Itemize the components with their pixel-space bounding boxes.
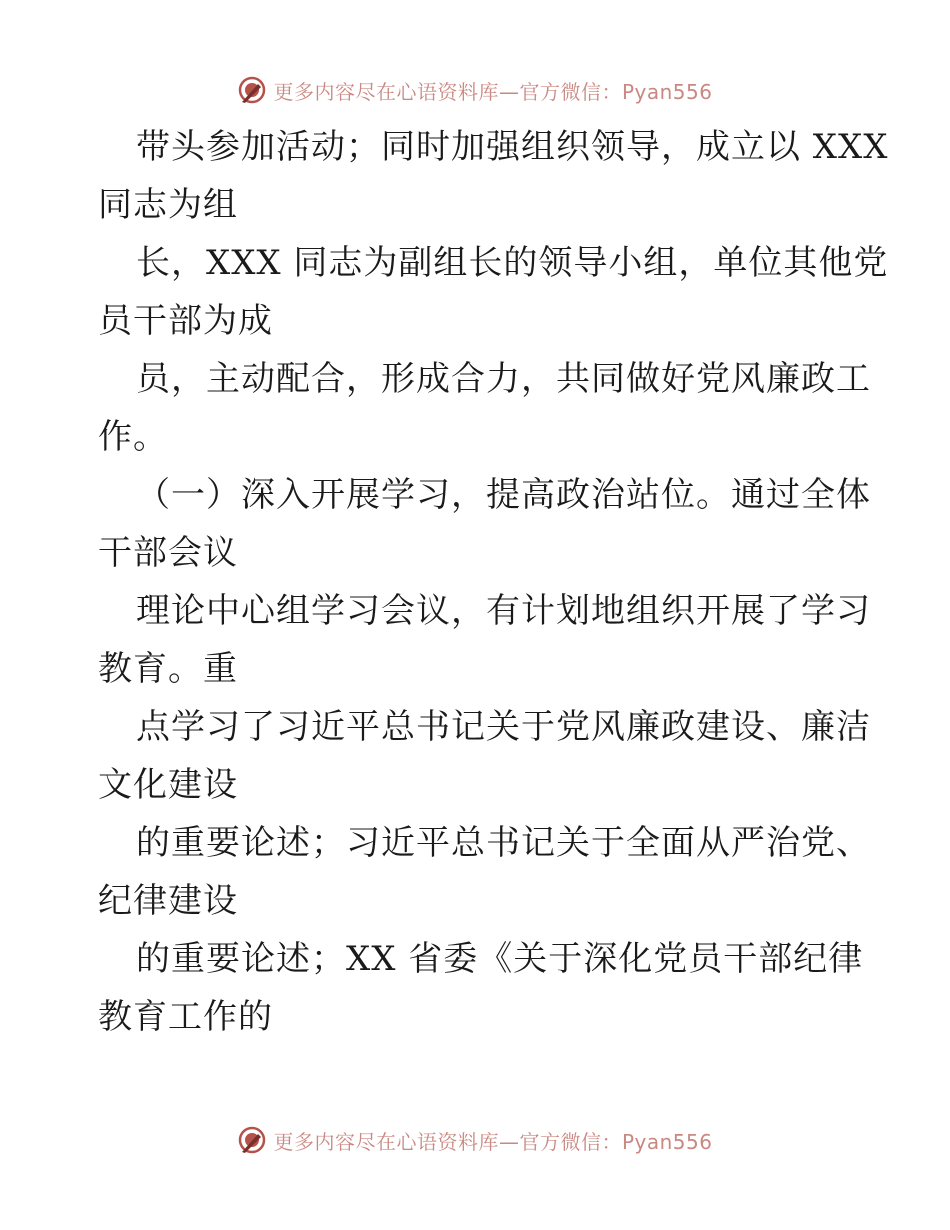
text-line: 同志为组: [98, 185, 238, 225]
text-line: 作。: [98, 417, 168, 457]
text-line: 教育。重: [98, 649, 238, 689]
document-body: [98, 118, 889, 1046]
header-banner-text: 更多内容尽在心语资料库—官方微信：Pyan556: [273, 79, 713, 104]
text-line: 文化建设: [98, 765, 238, 805]
text-line: （一）深入开展学习，提高政治站位。通过全体: [136, 475, 871, 515]
text-line: 的重要论述；XX 省委《关于深化党员干部纪律: [136, 939, 864, 979]
header-banner: [0, 70, 950, 110]
text-line: 员，主动配合，形成合力，共同做好党风廉政工: [136, 359, 871, 399]
text-line: 教育工作的: [98, 997, 273, 1037]
text-line: 点学习了习近平总书记关于党风廉政建设、廉洁: [136, 707, 871, 747]
text-line: 的重要论述；习近平总书记关于全面从严治党、: [136, 823, 871, 863]
text-line: 带头参加活动；同时加强组织领导，成立以 XXX: [136, 127, 889, 167]
footer-banner: [0, 1120, 950, 1160]
text-line: 长，XXX 同志为副组长的领导小组，单位其他党: [136, 243, 889, 283]
pen-seal-logo-icon: [237, 75, 267, 105]
text-line: 干部会议: [98, 533, 238, 573]
text-line: 员干部为成: [98, 301, 273, 341]
footer-banner-text: 更多内容尽在心语资料库—官方微信：Pyan556: [273, 1129, 713, 1154]
text-line: 理论中心组学习会议，有计划地组织开展了学习: [136, 591, 871, 631]
text-line: 纪律建设: [98, 881, 238, 921]
pen-seal-logo-icon: [237, 1125, 267, 1155]
